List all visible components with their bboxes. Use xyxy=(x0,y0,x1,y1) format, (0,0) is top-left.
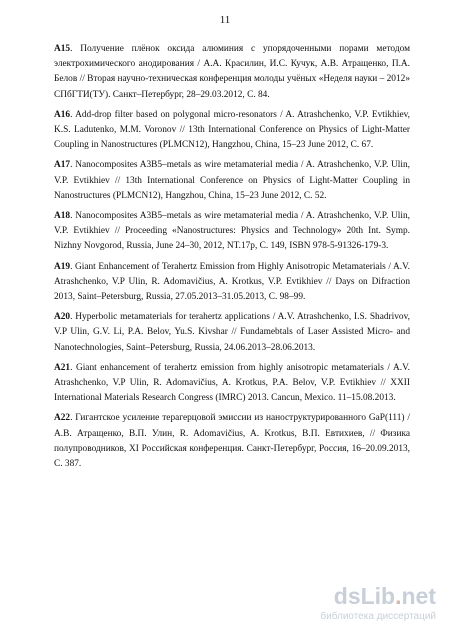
reference-id: A21 xyxy=(54,362,71,373)
reference-id: A20 xyxy=(54,312,71,323)
page-number: 11 xyxy=(219,14,231,26)
reference-text: . Hyperbolic metamaterials for terahertz applications / A.V. Atrashchenko, I.S. Shadrivov, V.P Ulin, G.V. Li, P.A. Belov, Yu.S. Kivshar // Fundamebtals of Laser Assisted Micro- and Nanotechnologies, Saint–Petersburg, Russia, 24.06.2013–28.06.2013. xyxy=(54,312,410,353)
reference-item xyxy=(54,411,410,472)
watermark-logo xyxy=(286,583,436,627)
reference-text: . Giant enhancement of terahertz emission from highly anisotropic metamaterials / A.V. Atrashchenko, V.P Ulin, R. Adomavičius, A. Krotkus, P.A. Belov, V.P. Evtikhiev // XXII International Materials Research Congress (IMRC) 2013. Cancun, Mexico. 11–15.08.2013. xyxy=(54,362,410,404)
reference-item xyxy=(54,42,410,103)
reference-item xyxy=(54,158,410,204)
reference-id: A19 xyxy=(54,261,71,272)
reference-id: A17 xyxy=(54,160,71,171)
reference-id: A18 xyxy=(54,211,71,222)
reference-text: . Nanocomposites A3B5–metals as wire metamaterial media / A. Atrashchenko, V.P. Ulin, V.P. Evtikhiev // Proceeding «Nanostructures: Physics and Technology» 20th Int. Symp. Nizhny Novgorod, Russia, June 24–30, 2012, NT.17p, C. 149, ISBN 978-5-91326-179-3. xyxy=(54,211,410,252)
reference-item xyxy=(54,361,410,407)
reference-item xyxy=(54,310,410,356)
reference-id: A15 xyxy=(54,44,71,54)
reference-text: . Гигантское усиление терагерцовой эмиссии из наноструктурированного GaP(111) / А.В. Атращенко, В.П. Улин, R. Adomavičius, A. Krotkus, В.П. Евтихиев, // Физика полупроводников, XI Российская конференция. Санкт-Петербург, Россия, 16–20.09.2013, С. 387. xyxy=(54,413,410,470)
reference-text: . Nanocomposites A3B5–metals as wire metamaterial media / A. Atrashchenko, V.P. Ulin, V.P. Evtikhiev // 13th International Conference on Physics of Light-Matter Coupling in Nanostructures (PLMCN12), Hangzhou, China, 15–23 June 2012, C. 52. xyxy=(54,160,410,201)
watermark-logo-dot: . xyxy=(395,583,402,609)
reference-text: . Получение плёнок оксида алюминия с упорядоченными порами методом электрохимического анодирования / А.А. Красилин, И.С. Кучук, А.В. Атращенко, П.А. Белов // Вторая научно-техническая конференция молоды учёных «Неделя науки – 2012» СПбГТИ(ТУ). Санкт–Петербург, 28–29.03.2012, С. 84. xyxy=(54,44,410,100)
reference-item xyxy=(54,260,410,306)
reference-text: . Giant Enhancement of Terahertz Emission from Highly Anisotropic Metamaterials / A.V. Atrashchenko, V.P Ulin, R. Adomavičius, A. Krotkus, V.P. Evtikhiev // Days on Difraction 2013, Saint–Petersburg, Russia, 27.05.2013–31.05.2013, C. 98–99. xyxy=(54,261,410,303)
reference-list xyxy=(54,42,410,477)
watermark-subtitle: библиотека диссертаций xyxy=(320,611,436,622)
watermark-logo-tld: net xyxy=(401,583,436,609)
reference-item xyxy=(54,108,410,154)
reference-text: . Add-drop filter based on polygonal micro-resonators / A. Atrashchenko, V.P. Evtikhiev, K.S. Ladutenko, M.M. Voronov // 13th International Conference on Physics of Light-Matter Coupling in Nanostructures (PLMCN12), Hangzhou, China, 15–23 June 2012, C. 67. xyxy=(54,109,410,151)
reference-id: A22 xyxy=(54,413,71,424)
reference-id: A16 xyxy=(54,109,71,120)
reference-item xyxy=(54,209,410,255)
watermark-logo-text xyxy=(334,583,436,610)
watermark-logo-main: dsLib xyxy=(333,583,396,609)
